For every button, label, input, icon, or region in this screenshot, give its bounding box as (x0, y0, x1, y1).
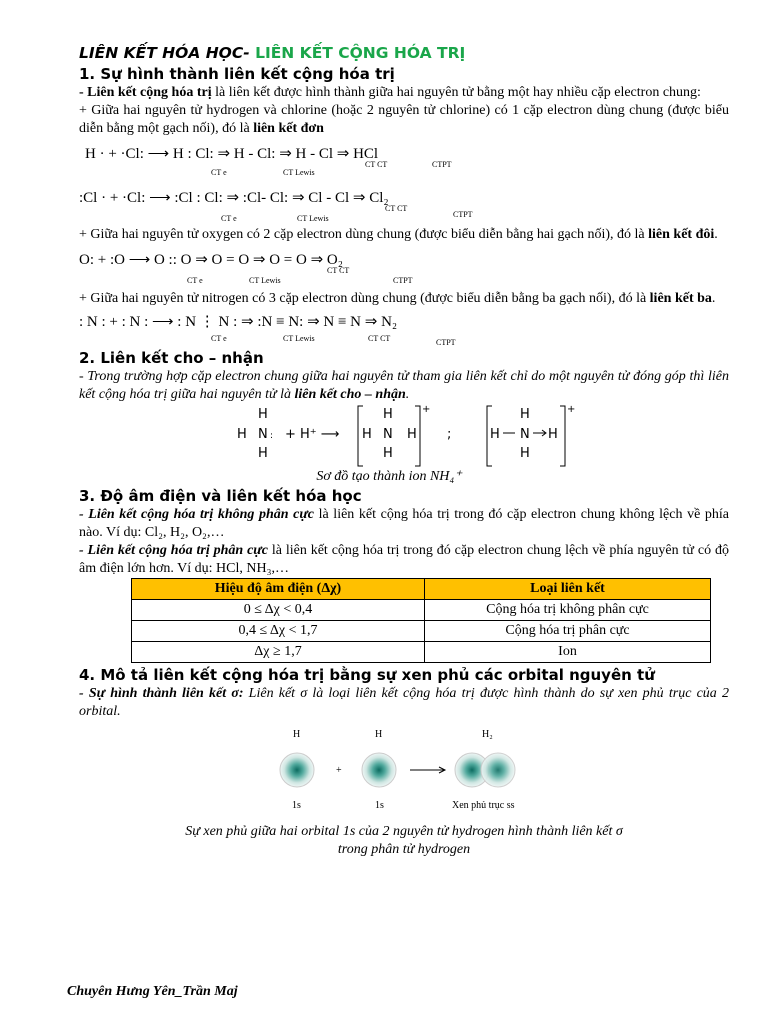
ion2-n: N (520, 427, 530, 442)
coordinate-bond-paragraph: - Trong trường hợp cặp electron chung giữa hai nguyên tử tham gia liên kết chỉ do một nguyên tử đóng góp thì liên kết cộng hóa trị giữa hai nguyên tử là liên kết cho – nhận. (79, 369, 729, 402)
ion2-h-top: H (520, 407, 530, 422)
sigma-bond-paragraph (79, 685, 729, 721)
nonpolar-paragraph (79, 506, 729, 542)
ion1-n: N (383, 427, 393, 442)
label-ct-e: CT e (211, 334, 227, 343)
plus-proton-arrow: + H⁺ ⟶ (285, 427, 340, 442)
equation-cl2 (79, 180, 729, 226)
document-title (79, 42, 729, 64)
double-bond-term: liên kết đôi (648, 227, 715, 242)
label-ct-ct: CT CT (385, 204, 408, 213)
nonpolar-text: là liên kết cộng hóa trị trong đó cặp electron chung không lệch về phía nào. Ví dụ: Cl₂, H₂, O₂,… (79, 507, 729, 540)
equation-o2-text: O: + :O ⟶ O :: O ⇒ O = O ⇒ O = O ⇒ O₂ (79, 252, 343, 268)
label-ct-lewis: CT Lewis (297, 214, 329, 223)
equation-n2-text: : N : + : N : ⟶ : N ⋮ N : ⇒ :N ≡ N: ⇒ N ≡ N ⇒ N₂ (79, 314, 398, 330)
table-cell: 0 ≤ Δχ < 0,4 (132, 600, 425, 621)
orbital-h2mol-label: H₂ (482, 729, 493, 740)
definition-text: là liên kết được hình thành giữa hai nguyên tử bằng một hay nhiều cặp electron chung: (211, 85, 701, 100)
nh3-h-bottom: H (258, 446, 268, 461)
title-main: LIÊN KẾT HÓA HỌC- (79, 44, 250, 62)
nh3-h-top: H (258, 407, 268, 422)
orbital-h2-label: H (375, 729, 383, 740)
section-3-heading: 3. Độ âm điện và liên kết hóa học (79, 487, 362, 505)
separator-semicolon: ; (447, 427, 452, 442)
table-cell: Ion (425, 642, 711, 663)
footer-author: Chuyên Hưng Yên_Trần Maj (67, 984, 238, 999)
coordinate-bond-term: liên kết cho – nhận (294, 387, 406, 402)
ion2-h-left: H (490, 427, 500, 442)
triple-bond-text: + Giữa hai nguyên tử nitrogen có 3 cặp electron dùng chung (được biểu diễn bằng ba gạch nối), đó là (79, 291, 650, 306)
nh3-h-left: H (237, 427, 247, 442)
ion1-h-top: H (383, 407, 393, 422)
section-1-heading: 1. Sự hình thành liên kết cộng hóa trị (79, 65, 395, 83)
orbital-1s-b-label: 1s (375, 800, 384, 811)
ion1-h-left: H (362, 427, 372, 442)
ion2-h-right: H (548, 427, 558, 442)
bracket-right-2 (560, 406, 565, 466)
sigma-bond-term: - Sự hình thành liên kết σ: (79, 686, 244, 701)
table-row (132, 621, 711, 642)
table-row (132, 600, 711, 621)
polar-text: là liên kết cộng hóa trị trong đó cặp electron chung lệch về phía nguyên tử có độ âm điện lớn hơn. Ví dụ: HCl, NH₃,… (79, 543, 730, 576)
orbital-caption-line2: trong phân tử hydrogen (337, 842, 471, 857)
orbital-overlap-b (481, 753, 515, 787)
definition-term: - Liên kết cộng hóa trị (79, 85, 212, 100)
label-ct-lewis: CT Lewis (283, 334, 315, 343)
nh3-n: N (258, 427, 268, 442)
coordinate-bond-text: - Trong trường hợp cặp electron chung giữa hai nguyên tử tham gia liên kết chỉ do một nguyên tử đóng góp thì liên kết cộng hóa trị giữa hai nguyên tử là (79, 369, 729, 402)
single-bond-paragraph (79, 102, 729, 138)
equation-o2 (79, 244, 729, 290)
equation-cl2-text: :Cl · + ·Cl: ⟶ :Cl : Cl: ⇒ :Cl- Cl: ⇒ Cl - Cl ⇒ Cl₂ (79, 190, 389, 206)
orbital-overlap-diagram (79, 727, 729, 819)
table-cell: 0,4 ≤ Δχ < 1,7 (132, 621, 425, 642)
table-cell: Cộng hóa trị không phân cực (425, 600, 711, 621)
orbital-1s-a (280, 753, 314, 787)
section-4-heading: 4. Mô tả liên kết cộng hóa trị bằng sự xen phủ các orbital nguyên tử (79, 666, 655, 684)
orbital-caption-line1: Sự xen phủ giữa hai orbital 1s của 2 nguyên tử hydrogen hình thành liên kết σ (185, 824, 623, 839)
ammonium-caption-text: Sơ đồ tạo thành ion (316, 469, 427, 484)
equation-n2 (79, 308, 729, 348)
triple-bond-paragraph: + Giữa hai nguyên tử nitrogen có 3 cặp electron dùng chung (được biểu diễn bằng ba gạch nối), đó là liên kết ba. (79, 291, 716, 306)
double-bond-paragraph: + Giữa hai nguyên tử oxygen có 2 cặp electron dùng chung (được biểu diễn bằng hai gạch nối), đó là liên kết đôi. (79, 227, 718, 242)
label-ctpt: CTPT (432, 160, 452, 169)
ion2-charge: + (567, 404, 576, 415)
label-ctpt: CTPT (436, 338, 456, 347)
equation-hcl-text: H · + ·Cl: ⟶ H : Cl: ⇒ H - Cl: ⇒ H - Cl ⇒ HCl (85, 146, 379, 162)
label-ct-lewis: CT Lewis (249, 276, 281, 285)
label-ct-ct: CT CT (365, 160, 388, 169)
single-bond-term: liên kết đơn (253, 121, 324, 136)
polar-term: - Liên kết cộng hóa trị phân cực (79, 543, 268, 558)
label-ct-ct: CT CT (327, 266, 350, 275)
double-bond-text: + Giữa hai nguyên tử oxygen có 2 cặp electron dùng chung (được biểu diễn bằng hai gạch nối), đó là (79, 227, 649, 242)
triple-bond-term: liên kết ba (649, 291, 712, 306)
single-bond-text: + Giữa hai nguyên tử hydrogen và chlorine (hoặc 2 nguyên tử chlorine) có 1 cặp electron dùng chung (được biểu diễn bằng một gạch nối), đó là (79, 103, 729, 136)
ion1-h-bottom: H (383, 446, 393, 461)
definition-paragraph (79, 84, 729, 102)
ammonium-formation-diagram (79, 404, 729, 468)
table-cell: Cộng hóa trị phân cực (425, 621, 711, 642)
label-ct-e: CT e (187, 276, 203, 285)
label-ct-e: CT e (211, 168, 227, 177)
orbital-1s-a-label: 1s (292, 800, 301, 811)
equation-hcl (79, 138, 729, 180)
label-ct-e: CT e (221, 214, 237, 223)
sigma-bond-text: Liên kết σ là loại liên kết cộng hóa trị được hình thành do sự xen phủ trục của 2 orbital. (79, 686, 729, 719)
orbital-plus: + (336, 765, 342, 776)
table-header-row (132, 579, 711, 600)
label-ct-lewis: CT Lewis (283, 168, 315, 177)
polar-paragraph (79, 542, 729, 578)
label-ctpt: CTPT (453, 210, 473, 219)
orbital-overlap-label: Xen phủ trục ss (452, 800, 515, 811)
ion1-charge: + (422, 404, 431, 415)
ammonium-caption (49, 468, 729, 486)
ion1-h-right: H (407, 427, 417, 442)
title-highlight: LIÊN KẾT CỘNG HÓA TRỊ (255, 44, 466, 62)
label-ctpt: CTPT (393, 276, 413, 285)
nonpolar-term: - Liên kết cộng hóa trị không phân cực (79, 507, 314, 522)
label-ct-ct: CT CT (368, 334, 391, 343)
table-row (132, 642, 711, 663)
nh3-lone-pair: : (270, 431, 274, 441)
table-cell: Δχ ≥ 1,7 (132, 642, 425, 663)
orbital-h1-label: H (293, 729, 301, 740)
section-2-heading: 2. Liên kết cho – nhận (79, 349, 264, 367)
table-header-cell: Loại liên kết (425, 579, 711, 600)
ion2-h-bottom: H (520, 446, 530, 461)
electronegativity-table (131, 578, 711, 663)
table-header-cell: Hiệu độ âm điện (Δχ) (132, 579, 425, 600)
orbital-1s-b (362, 753, 396, 787)
document-page (79, 42, 729, 859)
ammonium-ion: NH₄⁺ (429, 469, 462, 484)
